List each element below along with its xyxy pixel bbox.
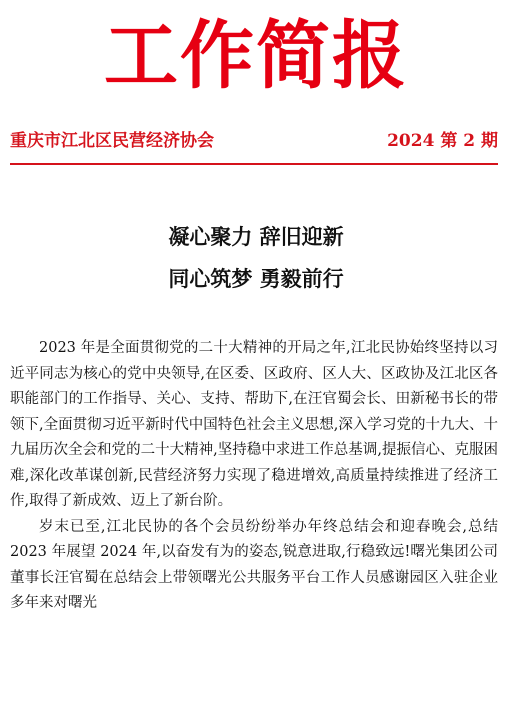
article-body xyxy=(10,336,498,617)
issue-info-row xyxy=(10,130,498,152)
headline-line-1: 凝心聚力 辞旧迎新 xyxy=(168,225,344,249)
article-paragraph-2: 岁末已至,江北民协的各个会员纷纷举办年终总结会和迎春晚会,总结 2023 年展望 2024 年,以奋发有为的姿态,锐意进取,行稳致远!曙光集团公司董事长汪官蜀在总结会上带领曙光公共服务平台工作人员感谢园区入驻企业多年来对曙光 xyxy=(10,518,498,611)
organization-name: 重庆市江北区民营经济协会 xyxy=(10,131,214,151)
article-paragraph-1: 2023 年是全面贯彻党的二十大精神的开局之年,江北民协始终坚持以习近平同志为核心的党中央领导,在区委、区政府、区人大、区政协及江北区各职能部门的工作指导、关心、支持、帮助下,在汪官蜀会长、田新秘书长的带领下,全面贯彻习近平新时代中国特色社会主义思想,深入学习党的十九大、十九届历次全会和党的二十大精神,坚持稳中求进工作总基调,提振信心、克服困难,深化改革谋创新,民营经济努力实现了稳进增效,高质量持续推进了经济工作,取得了新成效、迈上了新台阶。 xyxy=(10,340,498,509)
header-divider xyxy=(10,163,498,165)
headline-line-2: 同心筑梦 勇毅前行 xyxy=(168,267,344,291)
masthead-title: 工作简报 xyxy=(104,13,408,99)
issue-number: 2024 第 2 期 xyxy=(387,131,498,151)
